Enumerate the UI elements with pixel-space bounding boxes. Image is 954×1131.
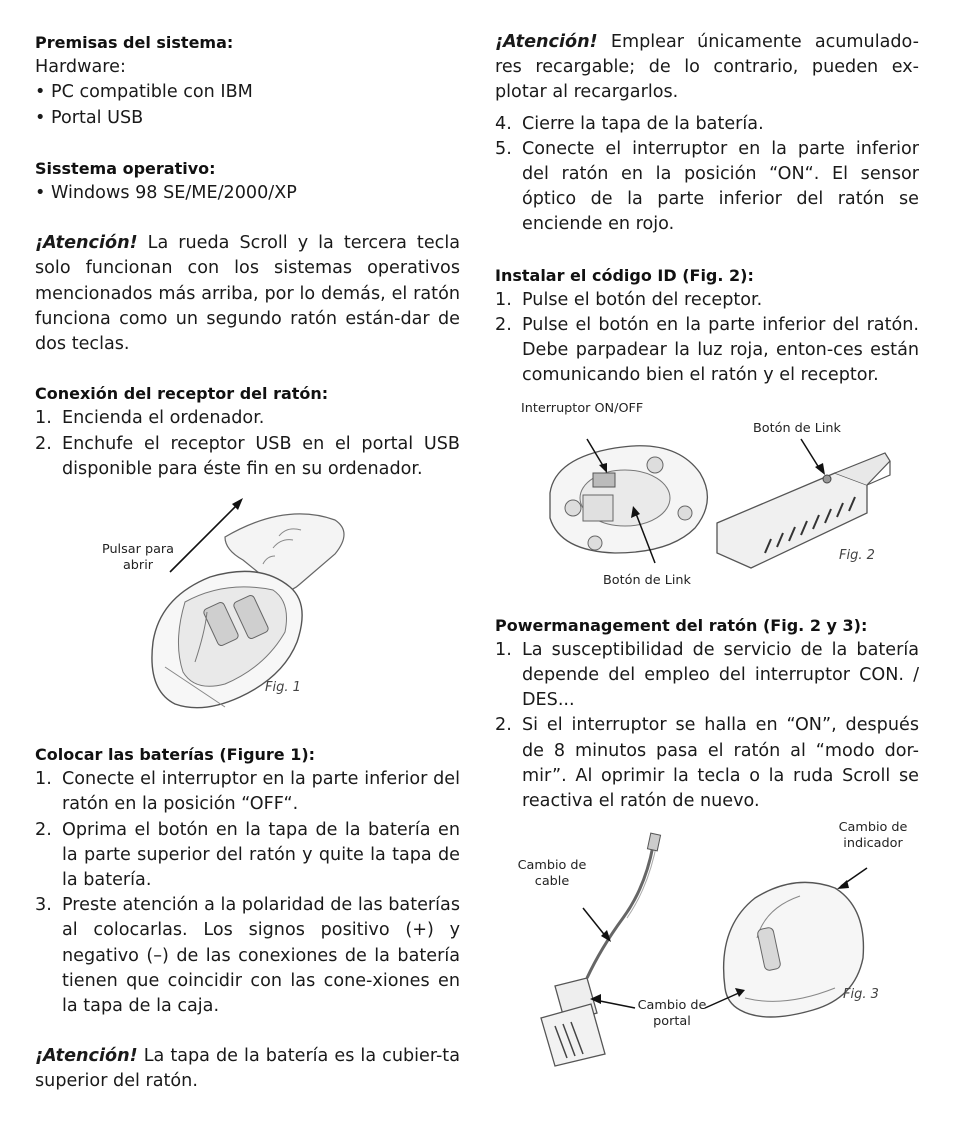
attention-note-acumuladores	[495, 30, 919, 106]
step-text: Conecte el interruptor en la parte inferior del ratón en la posición “ON“. El sensor óptico de la parte inferior del ratón se enciende en rojo.	[522, 138, 919, 235]
left-column	[35, 30, 460, 1095]
heading-colocar: Colocar las baterías (Figure 1):	[35, 745, 316, 765]
figure-2	[495, 400, 919, 611]
heading-power: Powermanagement del ratón (Fig. 2 y 3):	[495, 615, 868, 635]
step-text: Enchufe el receptor USB en el portal USB disponible para éste fin en su ordenador.	[62, 433, 460, 479]
step-number: 2.	[495, 715, 512, 736]
heading-sistema: Sisstema operativo:	[35, 158, 216, 178]
figure-1	[35, 492, 460, 740]
step-text: Oprima el botón en la tapa de la batería en la parte superior del ratón y quite la tapa de la batería.	[62, 819, 460, 891]
section-sistema	[35, 156, 460, 206]
step-item	[35, 767, 460, 817]
right-column	[495, 30, 919, 1068]
step-text: Encienda el ordenador.	[62, 408, 265, 429]
attention-label: ¡Atención!	[35, 233, 138, 254]
step-text: La susceptibilidad de servicio de la batería depende del empleo del interruptor CON. / DES...	[522, 639, 919, 711]
figure-caption: Fig. 3	[843, 987, 879, 1003]
section-premisas	[35, 30, 460, 131]
step-number: 2.	[35, 433, 52, 454]
section-power	[495, 613, 919, 815]
heading-premisas: Premisas del sistema:	[35, 33, 234, 52]
figure-3	[495, 820, 919, 1068]
section-instalar	[495, 263, 919, 389]
step-item	[495, 137, 919, 238]
step-item	[495, 288, 919, 313]
step-number: 1.	[495, 639, 512, 660]
label-boton-link-bottom: Botón de Link	[603, 572, 691, 588]
list-item: • PC compatible con IBM	[35, 82, 253, 103]
step-number: 3.	[35, 895, 52, 916]
step-text: Pulse el botón del receptor.	[522, 289, 763, 310]
section-conexion	[35, 381, 460, 482]
label-cambio-indicador: Cambio de indicador	[838, 820, 908, 852]
step-text: Si el interruptor se halla en “ON”, después de 8 minutos pasa el ratón al “modo dor-mir”. Al oprimir la tecla o la ruda Scroll se reactiva el ratón de nuevo.	[522, 715, 919, 812]
attention-text: La rueda Scroll y la tercera tecla solo funcionan con los sistemas operativos mencionados más arriba, por lo demás, el ratón funciona como un segundo ratón están-dar de dos teclas.	[35, 233, 460, 355]
label-interruptor: Interruptor ON/OFF	[521, 400, 644, 416]
section-colocar	[35, 742, 460, 1019]
step-item	[35, 406, 460, 431]
step-number: 5.	[495, 138, 512, 159]
heading-conexion: Conexión del receptor del ratón:	[35, 384, 329, 404]
label-cambio-portal: Cambio de portal	[637, 998, 707, 1030]
step-item	[495, 313, 919, 389]
step-item	[35, 432, 460, 482]
figure-caption: Fig. 1	[265, 680, 301, 696]
step-item	[495, 638, 919, 714]
step-number: 2.	[495, 315, 512, 336]
list-item: • Windows 98 SE/ME/2000/XP	[35, 183, 297, 204]
label-pulsar-abrir: Pulsar para abrir	[101, 542, 175, 574]
step-text: Preste atención a la polaridad de las baterías al colocarlas. Los signos positivo (+) y negativo (–) de las conexiones de la batería tienen que coincidir con las cone-xiones en la tapa de la caja.	[62, 895, 460, 1017]
list-item: • Portal USB	[35, 107, 144, 128]
attention-text: La tapa de la batería es la cubier-ta superior del ratón.	[35, 1046, 460, 1092]
mouse-battery-illustration	[35, 492, 460, 740]
attention-label: ¡Atención!	[495, 32, 598, 52]
step-item	[495, 112, 919, 137]
figure-caption: Fig. 2	[839, 547, 875, 563]
step-item	[35, 818, 460, 894]
step-text: Cierre la tapa de la batería.	[522, 113, 764, 134]
step-number: 2.	[35, 819, 52, 840]
step-number: 1.	[35, 769, 52, 790]
attention-note-scroll	[35, 231, 460, 356]
step-text: Pulse el botón en la parte inferior del ratón. Debe parpadear la luz roja, enton-ces están comunicando bien el ratón y el receptor.	[522, 315, 919, 386]
step-text: Conecte el interruptor en la parte inferior del ratón en la posición “OFF“.	[62, 769, 460, 815]
heading-instalar: Instalar el código ID (Fig. 2):	[495, 265, 754, 285]
label-cambio-cable: Cambio de cable	[517, 858, 587, 890]
step-item	[495, 713, 919, 814]
step-item	[35, 893, 460, 1019]
step-number: 1.	[35, 408, 52, 429]
label-boton-link-top: Botón de Link	[753, 420, 841, 436]
step-number: 1.	[495, 289, 512, 310]
mouse-receiver-illustration	[495, 400, 919, 611]
step-number: 4.	[495, 113, 512, 134]
attention-label: ¡Atención!	[35, 1046, 138, 1067]
hardware-label: Hardware:	[35, 57, 126, 78]
attention-note-tapa	[35, 1044, 460, 1094]
attention-text: Emplear únicamente acumulado-res recargable; de lo contrario, pueden ex-plotar al recargarlos.	[495, 32, 919, 103]
